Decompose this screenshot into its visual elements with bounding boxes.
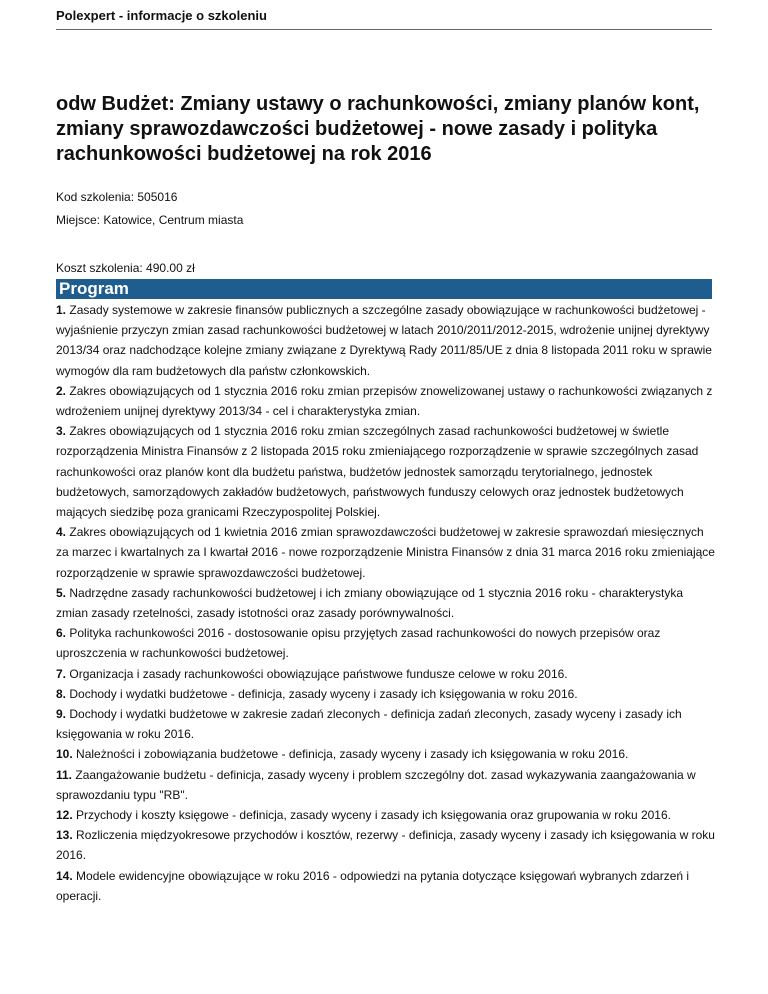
program-item-text: Rozliczenia międzyokresowe przychodów i kosztów, rezerwy - definicja, zasady wyceny i zasady ich księgowania w roku 2016. [56,828,715,863]
program-item [56,765,716,805]
program-item-number: 5. [56,585,67,600]
program-item-number: 13. [56,828,73,843]
program-item [56,744,716,764]
program-item-text: Modele ewidencyjne obowiązujące w roku 2016 - odpowiedzi na pytania dotyczące księgowań wybranych zdarzeń i operacji. [56,868,690,903]
program-item [56,381,716,421]
program-item [56,583,716,623]
program-item-text: Zakres obowiązujących od 1 stycznia 2016 roku zmian szczególnych zasad rachunkowości budżetowej w świetle rozporządzenia Ministra Finansów z 2 listopada 2015 roku zmieniającego rozporządzenie w sprawie szczególnych zasad rachunkowości oraz planów kont dla budżetu państwa, budżetów jednostek samorządu terytorialnego, jednostek budżetowych, samorządowych zakładów budżetowych, państwowych funduszy celowych oraz jednostek budżetowych mających siedzibę poza granicami Rzeczypospolitej Polskiej. [56,424,699,520]
program-item-text: Zasady systemowe w zakresie finansów publicznych a szczególne zasady obowiązujące w rachunkowości budżetowej - wyjaśnienie przyczyn zmian zasad rachunkowości budżetowej w latach 2010/2011/2012-2015, wdrożenie unijnej dyrektywy 2013/34 oraz nadchodzące kolejne zmiany związane z Dyrektywą Rady 2011/85/UE z dnia 8 listopada 2011 roku w sprawie wymogów dla ram budżetowych dla państw członkowskich. [56,303,712,378]
program-item-number: 6. [56,626,67,641]
program-item [56,704,716,744]
program-item-number: 9. [56,707,67,722]
program-item-number: 8. [56,686,67,701]
program-item-number: 4. [56,525,67,540]
course-cost: Koszt szkolenia: 490.00 zł [56,261,195,275]
program-item-number: 7. [56,666,67,681]
program-item-text: Dochody i wydatki budżetowe - definicja, zasady wyceny i zasady ich księgowania w roku 2016. [69,686,578,701]
program-item-number: 12. [56,808,73,823]
program-item [56,825,716,865]
program-item [56,866,716,906]
program-item-text: Przychody i koszty księgowe - definicja, zasady wyceny i zasady ich księgowania oraz grupowania w roku 2016. [76,808,671,823]
program-item-text: Zakres obowiązujących od 1 kwietnia 2016 zmian sprawozdawczości budżetowej w zakresie sprawozdań miesięcznych za marzec i kwartalnych za I kwartał 2016 - nowe rozporządzenie Ministra Finansów z dnia 31 marca 2016 roku zmieniające rozporządzenie w sprawie sprawozdawczości budżetowej. [56,525,715,580]
program-item [56,623,716,663]
program-item [56,805,716,825]
page-header: Polexpert - informacje o szkoleniu [56,8,712,30]
program-item [56,300,716,381]
program-item-number: 14. [56,868,73,883]
program-item-text: Zakres obowiązujących od 1 stycznia 2016 roku zmian przepisów znowelizowanej ustawy o rachunkowości związanych z wdrożeniem unijnej dyrektywy 2013/34 - cel i charakterystyka zmian. [56,383,713,419]
program-item-text: Należności i zobowiązania budżetowe - definicja, zasady wyceny i zasady ich księgowania w roku 2016. [76,747,629,762]
program-item-number: 11. [56,767,73,782]
program-item-text: Organizacja i zasady rachunkowości obowiązujące państwowe fundusze celowe w roku 2016. [69,666,568,681]
program-item-text: Polityka rachunkowości 2016 - dostosowanie opisu przyjętych zasad rachunkowości do nowych przepisów oraz uproszczenia w rachunkowości budżetowej. [56,626,661,661]
course-location: Miejsce: Katowice, Centrum miasta [56,213,244,227]
program-item-text: Nadrzędne zasady rachunkowości budżetowej i ich zmiany obowiązujące od 1 stycznia 2016 roku - charakterystyka zmian zasady rzetelności, zasady istotności oraz zasady porównywalności. [56,585,684,621]
program-item-text: Zaangażowanie budżetu - definicja, zasady wyceny i problem szczególny dot. zasad wykazywania zaangażowania w sprawozdaniu typu "RB". [56,767,696,802]
program-list [56,300,716,906]
program-item [56,421,716,522]
course-code: Kod szkolenia: 505016 [56,190,178,204]
program-item-number: 3. [56,424,67,439]
program-item [56,684,716,704]
program-item-text: Dochody i wydatki budżetowe w zakresie zadań zleconych - definicja zadań zleconych, zasady wyceny i zasady ich księgowania w roku 2016. [56,707,682,742]
program-item-number: 2. [56,383,67,398]
program-item-number: 10. [56,747,73,762]
program-item [56,522,716,583]
course-title: odw Budżet: Zmiany ustawy o rachunkowości, zmiany planów kont, zmiany sprawozdawczości budżetowej - nowe zasady i polityka rachunkowości budżetowej na rok 2016 [56,93,700,165]
program-item [56,664,716,684]
program-item-number: 1. [56,303,67,317]
program-heading: Program [56,279,712,299]
